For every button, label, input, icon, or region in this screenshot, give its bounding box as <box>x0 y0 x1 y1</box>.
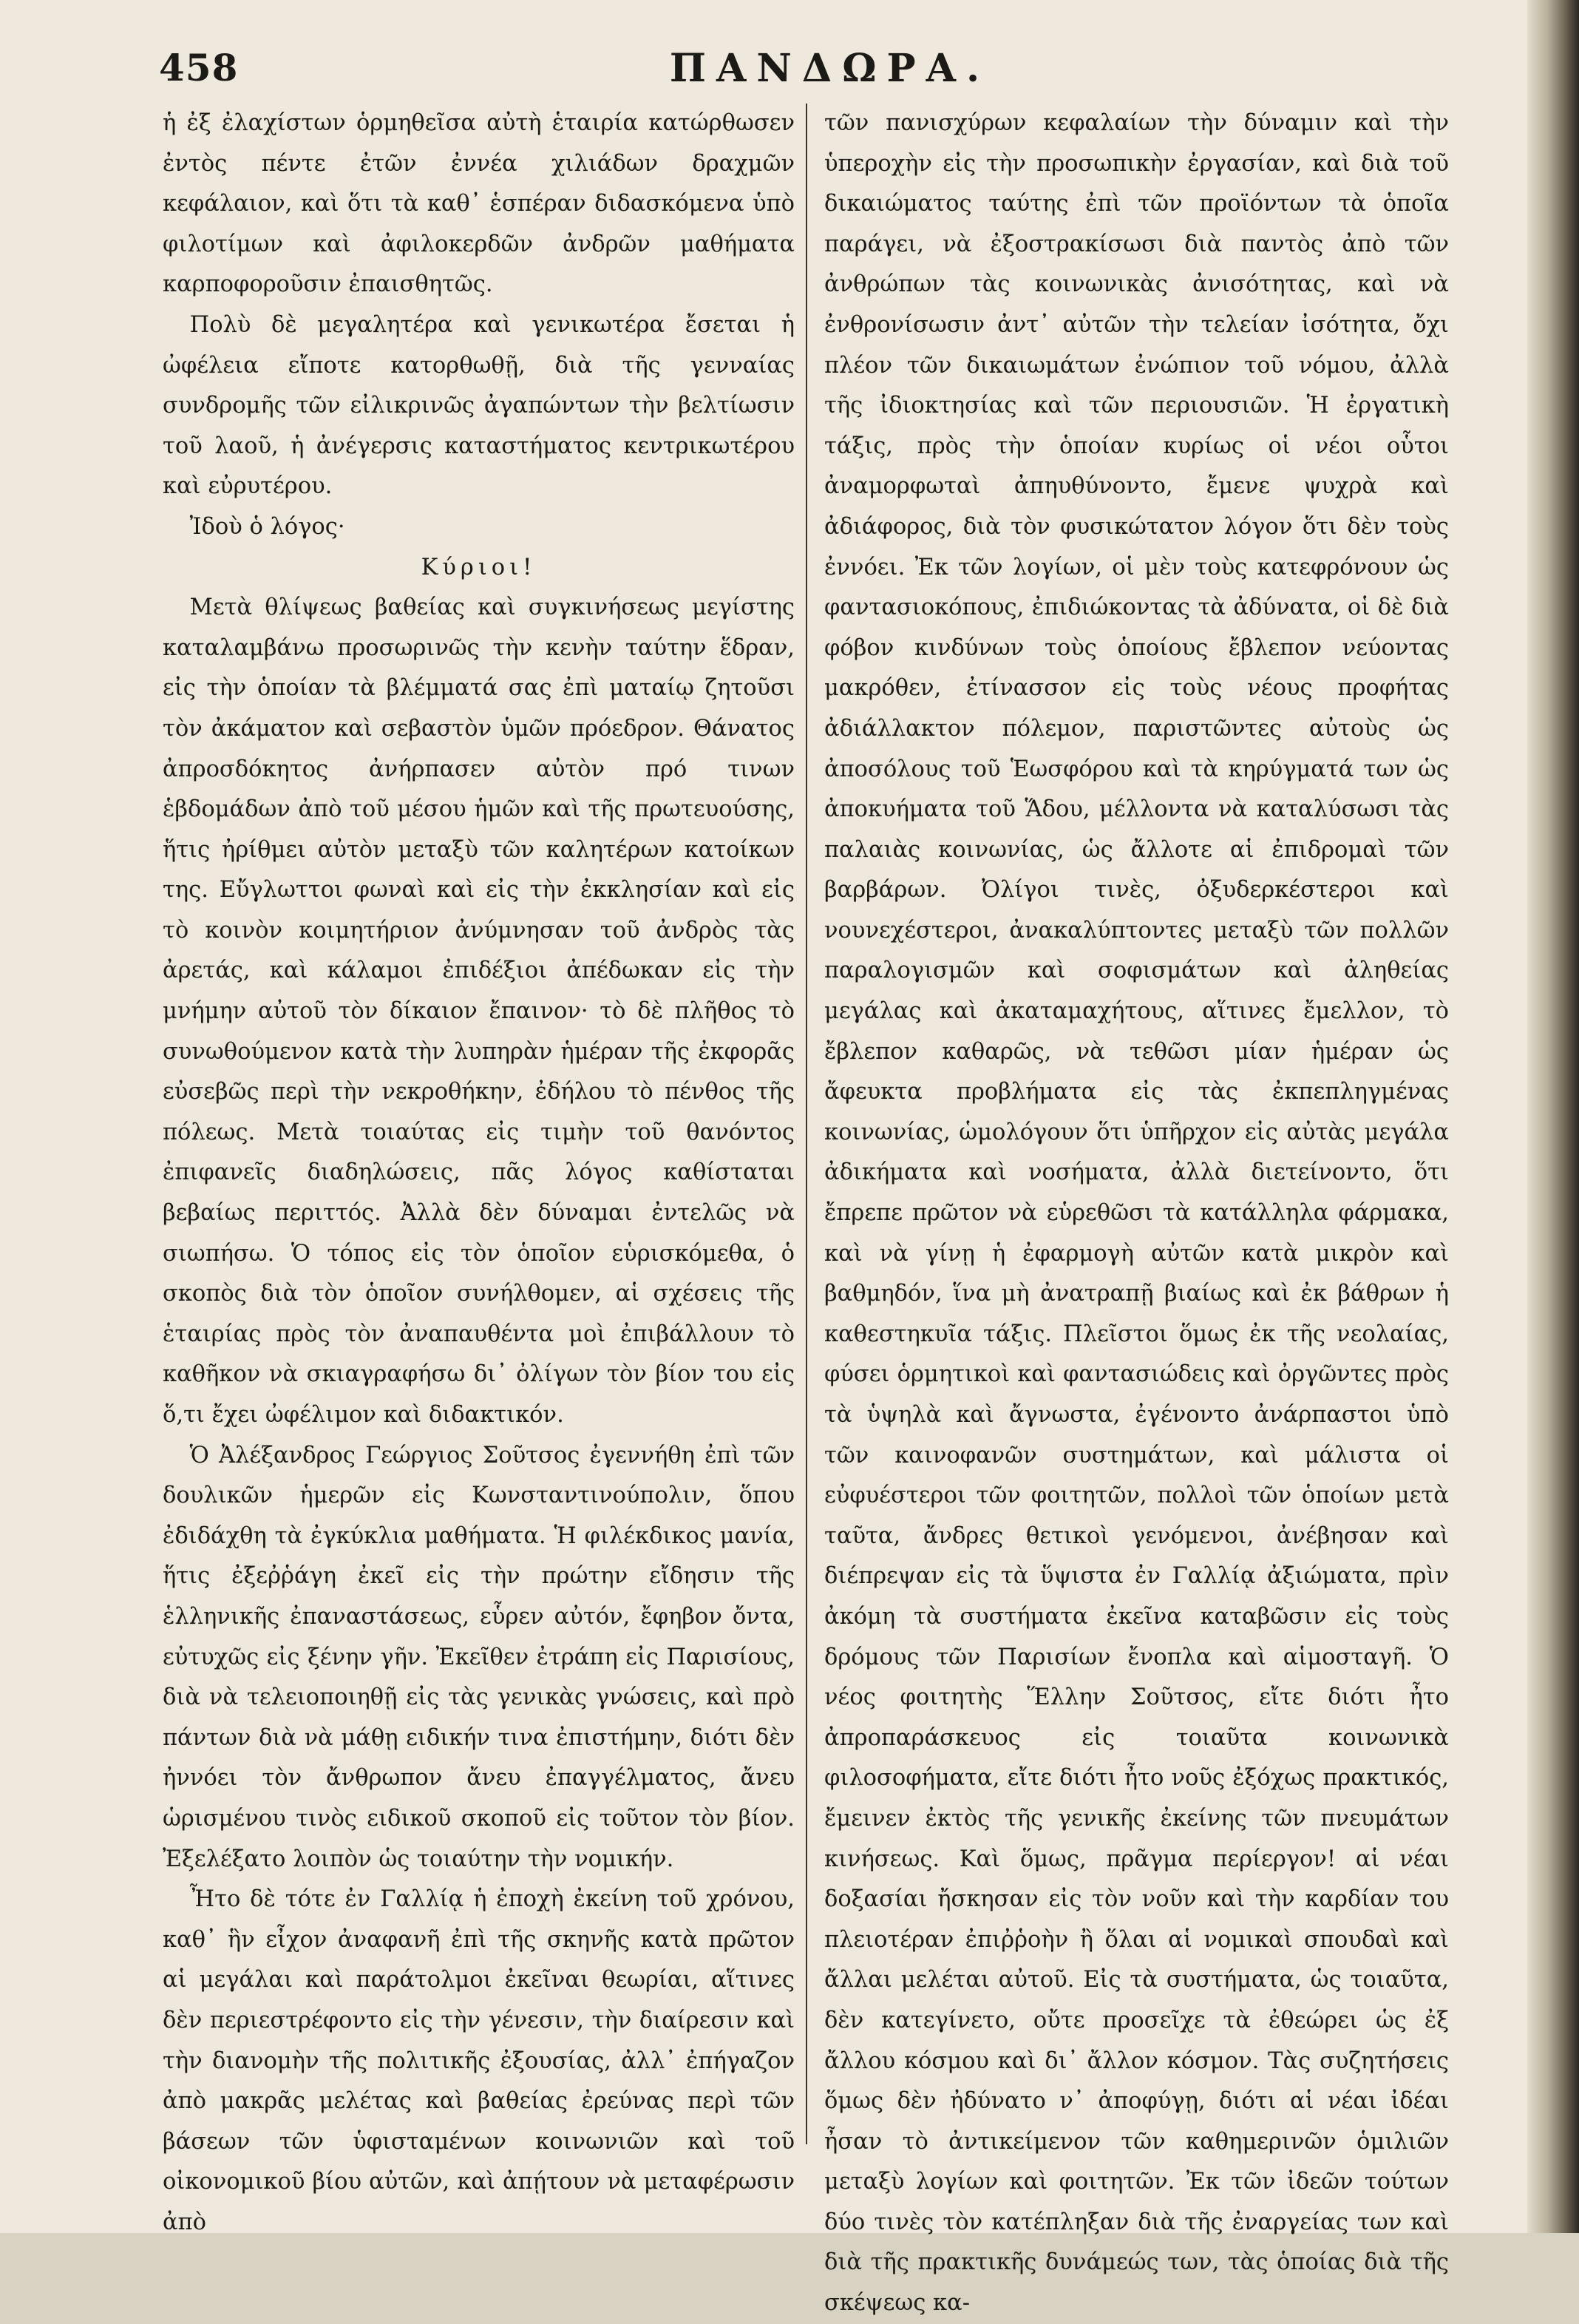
paragraph: Ὁ Ἀλέξανδρος Γεώργιος Σοῦτσος ἐγεννήθη ἐπὶ τῶν δουλικῶν ἡμερῶν εἰς Κωνσταντινούπολιν, ὅπου ἐδιδάχθη τὰ ἐγκύκλια μαθήματα. Ἡ φιλέκδικος μανία, ἥτις ἐξεῤῥάγη ἐκεῖ εἰς τὴν πρώτην εἴδησιν τῆς ἑλληνικῆς ἐπαναστάσεως, εὗρεν αὐτόν, ἔφηβον ὄντα, εὐτυχῶς εἰς ξένην γῆν. Ἐκεῖθεν ἐτράπη εἰς Παρισίους, διὰ νὰ τελειοποιηθῇ εἰς τὰς γενικὰς γνώσεις, καὶ πρὸ πάντων διὰ νὰ μάθῃ ειδικήν τινα ἐπιστήμην, διότι δὲν ἠννόει τὸν ἄνθρωπον ἄνευ ἐπαγγέλματος, ἄνευ ὡρισμένου τινὸς ειδικοῦ σκοποῦ εἰς τοῦτον τὸν βίον. Ἐξελέξατο λοιπὸν ὡς τοιαύτην τὴν νομικήν. <box>163 1442 795 1872</box>
paragraph: Μετὰ θλίψεως βαθείας καὶ συγκινήσεως μεγίστης καταλαμβάνω προσωρινῶς τὴν κενὴν ταύτην ἕδραν, εἰς τὴν ὁποίαν τὰ βλέμματά σας ἐπὶ ματαίῳ ζητοῦσι τὸν ἀκάματον καὶ σεβαστὸν ὑμῶν πρόεδρον. Θάνατος ἀπροσδόκητος ἀνήρπασεν αὐτὸν πρό τινων ἑβδομάδων ἀπὸ τοῦ μέσου ἡμῶν καὶ τῆς πρωτευούσης, ἥτις ἠρίθμει αὐτὸν μεταξὺ τῶν καλητέρων κατοίκων της. Εὔγλωττοι φωναὶ καὶ εἰς τὴν ἐκκλησίαν καὶ εἰς τὸ κοινὸν κοιμητήριον ἀνύμνησαν τοῦ ἀνδρὸς τὰς ἀρετάς, καὶ κάλαμοι ἐπιδέξιοι ἀπέδωκαν εἰς τὴν μνήμην αὐτοῦ τὸν δίκαιον ἔπαινον· τὸ δὲ πλῆθος τὸ συνωθούμενον κατὰ τὴν λυπηρὰν ἡμέραν τῆς ἐκφορᾶς εὐσεβῶς περὶ τὴν νεκροθήκην, ἐδήλου τὸ πένθος τῆς πόλεως. Μετὰ τοιαύτας εἰς τιμὴν τοῦ θανόντος ἐπιφανεῖς διαδηλώσεις, πᾶς λόγος καθίσταται βεβαίως περιττός. Ἀλλὰ δὲν δύναμαι ἐντελῶς νὰ σιωπήσω. Ὁ τόπος εἰς τὸν ὁποῖον εὑρισκόμεθα, ὁ σκοπὸς διὰ τὸν ὁποῖον συνήλθομεν, αἱ σχέσεις τῆς ἑταιρίας πρὸς τὸν ἀναπαυθέντα μοὶ ἐπιβάλλουν τὸ καθῆκον νὰ σκιαγραφήσω δι᾽ ὀλίγων τὸν βίον του εἰς ὅ,τι ἔχει ὠφέλιμον καὶ διδακτικόν. <box>163 594 795 1428</box>
column-divider <box>806 104 807 2144</box>
paragraph: τῶν πανισχύρων κεφαλαίων τὴν δύναμιν καὶ τὴν ὑπεροχὴν εἰς τὴν προσωπικὴν ἐργασίαν, καὶ διὰ τοῦ δικαιώματος ταύτης ἐπὶ τῶν προϊόντων τὰ ὁποῖα παράγει, νὰ ἐξοστρακίσωσι διὰ παντὸς ἀπὸ τῶν ἀνθρώπων τὰς κοινωνικὰς ἀνισότητας, καὶ νὰ ἐνθρονίσωσιν ἀντ᾽ αὐτῶν τὴν τελείαν ἰσότητα, ὄχι πλέον τῶν δικαιωμάτων ἐνώπιον τοῦ νόμου, ἀλλὰ τῆς ἰδιοκτησίας καὶ τῶν περιουσιῶν. Ἡ ἐργατικὴ τάξις, πρὸς τὴν ὁποίαν κυρίως οἱ νέοι οὗτοι ἀναμορφωταὶ ἀπηυθύνοντο, ἔμενε ψυχρὰ καὶ ἀδιάφορος, διὰ τὸν φυσικώτατον λόγον ὅτι δὲν τοὺς ἐννόει. Ἐκ τῶν λογίων, οἱ μὲν τοὺς κατεφρόνουν ὡς φαντασιοκόπους, ἐπιδιώκοντας τὰ ἀδύνατα, οἱ δὲ διὰ φόβον κινδύνων τοὺς ὁποίους ἔβλεπον νεύοντας μακρόθεν, ἐτίνασσον εἰς τοὺς νέους προφήτας ἀδιάλλακτον πόλεμον, παριστῶντες αὐτοὺς ὡς ἀποσόλους τοῦ Ἑωσφόρου καὶ τὰ κηρύγματά των ὡς ἀποκυήματα τοῦ Ἅδου, μέλλοντα νὰ καταλύσωσι τὰς παλαιὰς κοινωνίας, ὡς ἄλλοτε αἱ ἐπιδρομαὶ τῶν βαρβάρων. Ὀλίγοι τινὲς, ὀξυδερκέστεροι καὶ νουνεχέστεροι, ἀνακαλύπτοντες μεταξὺ τῶν πολλῶν παραλογισμῶν καὶ σοφισμάτων καὶ ἀληθείας μεγάλας καὶ ἀκαταμαχήτους, αἵτινες ἔμελλον, τὸ ἔβλεπον καθαρῶς, νὰ τεθῶσι μίαν ἡμέραν ὡς ἄφευκτα προβλήματα εἰς τὰς ἐκπεπληγμένας κοινωνίας, ὡμολόγουν ὅτι ὑπῆρχον εἰς αὐτὰς μεγάλα ἀδικήματα καὶ νοσήματα, ἀλλὰ διετείνοντο, ὅτι ἔπρεπε πρῶτον νὰ εὑρεθῶσι τὰ κατάλληλα φάρμακα, καὶ νὰ γίνῃ ἡ ἐφαρμογὴ αὐτῶν κατὰ μικρὸν καὶ βαθμηδόν, ἵνα μὴ ἀνατραπῇ βιαίως καὶ ἐκ βάθρων ἡ καθεστηκυῖα τάξις. Πλεῖστοι ὅμως ἐκ τῆς νεολαίας, φύσει ὁρμητικοὶ καὶ φαντασιώδεις καὶ ὀργῶντες πρὸς τὰ ὑψηλὰ καὶ ἄγνωστα, ἐγένοντο ἀνάρπαστοι ὑπὸ τῶν καινοφανῶν συστημάτων, καὶ μάλιστα οἱ εὐφυέστεροι τῶν φοιτητῶν, πολλοὶ τῶν ὁποίων μετὰ ταῦτα, ἄνδρες θετικοὶ γενόμενοι, ἀνέβησαν καὶ διέπρεψαν εἰς τὰ ὕψιστα ἐν Γαλλίᾳ ἀξιώματα, πρὶν ἀκόμη τὰ συστήματα ἐκεῖνα καταβῶσιν εἰς τοὺς δρόμους τῶν Παρισίων ἔνοπλα καὶ αἱμοσταγῆ. Ὁ νέος φοιτητὴς Ἕλλην Σοῦτσος, εἴτε διότι ἦτο ἀπροπαράσκευος εἰς τοιαῦτα κοινωνικὰ φιλοσοφήματα, εἴτε διότι ἦτο νοῦς ἐξόχως πρακτικός, ἔμεινεν ἐκτὸς τῆς γενικῆς ἐκείνης τῶν πνευμάτων κινήσεως. Καὶ ὅμως, πρᾶγμα περίεργον! αἱ νέαι δοξασίαι ἤσκησαν εἰς τὸν νοῦν καὶ τὴν καρδίαν του πλειοτέραν ἐπιῤῥοὴν ἢ ὅλαι αἱ νομικαὶ σπουδαὶ καὶ ἄλλαι μελέται αὐτοῦ. Εἰς τὰ συστήματα, ὡς τοιαῦτα, δὲν κατεγίνετο, οὔτε προσεῖχε τὰ ἐθεώρει ὡς ἐξ ἄλλου κόσμου καὶ δι᾽ ἄλλον κόσμον. Τὰς συζητήσεις ὅμως δὲν ἠδύνατο ν᾽ ἀποφύγῃ, διότι αἱ νέαι ἰδέαι ἦσαν τὸ ἀντικείμενον τῶν καθημερινῶν ὁμιλιῶν μεταξὺ λογίων καὶ φοιτητῶν. Ἐκ τῶν ἰδεῶν τούτων δύο τινὲς τὸν κατέπληξαν διὰ τῆς ἐναργείας των καὶ διὰ τῆς πρακτικῆς δυνάμεώς των, τὰς ὁποίας διὰ τῆς σκέψεως κα- <box>824 110 1449 2317</box>
page-header <box>159 46 1501 98</box>
paragraph: Πολὺ δὲ μεγαλητέρα καὶ γενικωτέρα ἔσεται ἡ ὠφέλεια εἴποτε κατορθωθῇ, διὰ τῆς γενναίας συνδρομῆς τῶν εἰλικρινῶς ἀγαπώντων τὴν βελτίωσιν τοῦ λαοῦ, ἡ ἀνέγερσις καταστήματος κεντρικωτέρου καὶ εὐρυτέρου. <box>163 311 795 500</box>
paragraph: ἡ ἐξ ἐλαχίστων ὁρμηθεῖσα αὐτὴ ἑταιρία κατώρθωσεν ἐντὸς πέντε ἐτῶν ἐννέα χιλιάδων δραχμῶν κεφάλαιον, καὶ ὅτι τὰ καθ᾽ ἑσπέραν διδασκόμενα ὑπὸ φιλοτίμων καὶ ἀφιλοκερδῶν ἀνδρῶν μαθήματα καρποφοροῦσιν ἐπαισθητῶς. <box>163 110 795 298</box>
left-column <box>163 104 795 2243</box>
page-number: 458 <box>159 46 239 89</box>
book-spine-shadow <box>1527 0 1579 2233</box>
right-column <box>824 104 1449 2324</box>
paragraph: Ἰδοὺ ὁ λόγος· <box>189 513 345 540</box>
running-title: ΠΑΝΔΩΡΑ. <box>669 46 991 91</box>
paragraph: Ἦτο δὲ τότε ἐν Γαλλίᾳ ἡ ἐποχὴ ἐκείνη τοῦ χρόνου, καθ᾽ ἣν εἶχον ἀναφανῆ ἐπὶ τῆς σκηνῆς κατὰ πρῶτον αἱ μεγάλαι καὶ παράτολμοι ἐκεῖναι θεωρίαι, αἵτινες δὲν περιεστρέφοντο εἰς τὴν γένεσιν, τὴν διαίρεσιν καὶ τὴν διανομὴν τῆς πολιτικῆς ἐξουσίας, ἀλλ᾽ ἐπήγαζον ἀπὸ μακρᾶς μελέτας καὶ βαθείας ἐρεύνας περὶ τῶν βάσεων τῶν ὑφισταμένων κοινωνιῶν καὶ τοῦ οἰκονομικοῦ βίου αὐτῶν, καὶ ἀπῄτουν νὰ μεταφέρωσιν ἀπὸ <box>163 1886 795 2235</box>
salutation: Κύριοι! <box>421 554 537 580</box>
